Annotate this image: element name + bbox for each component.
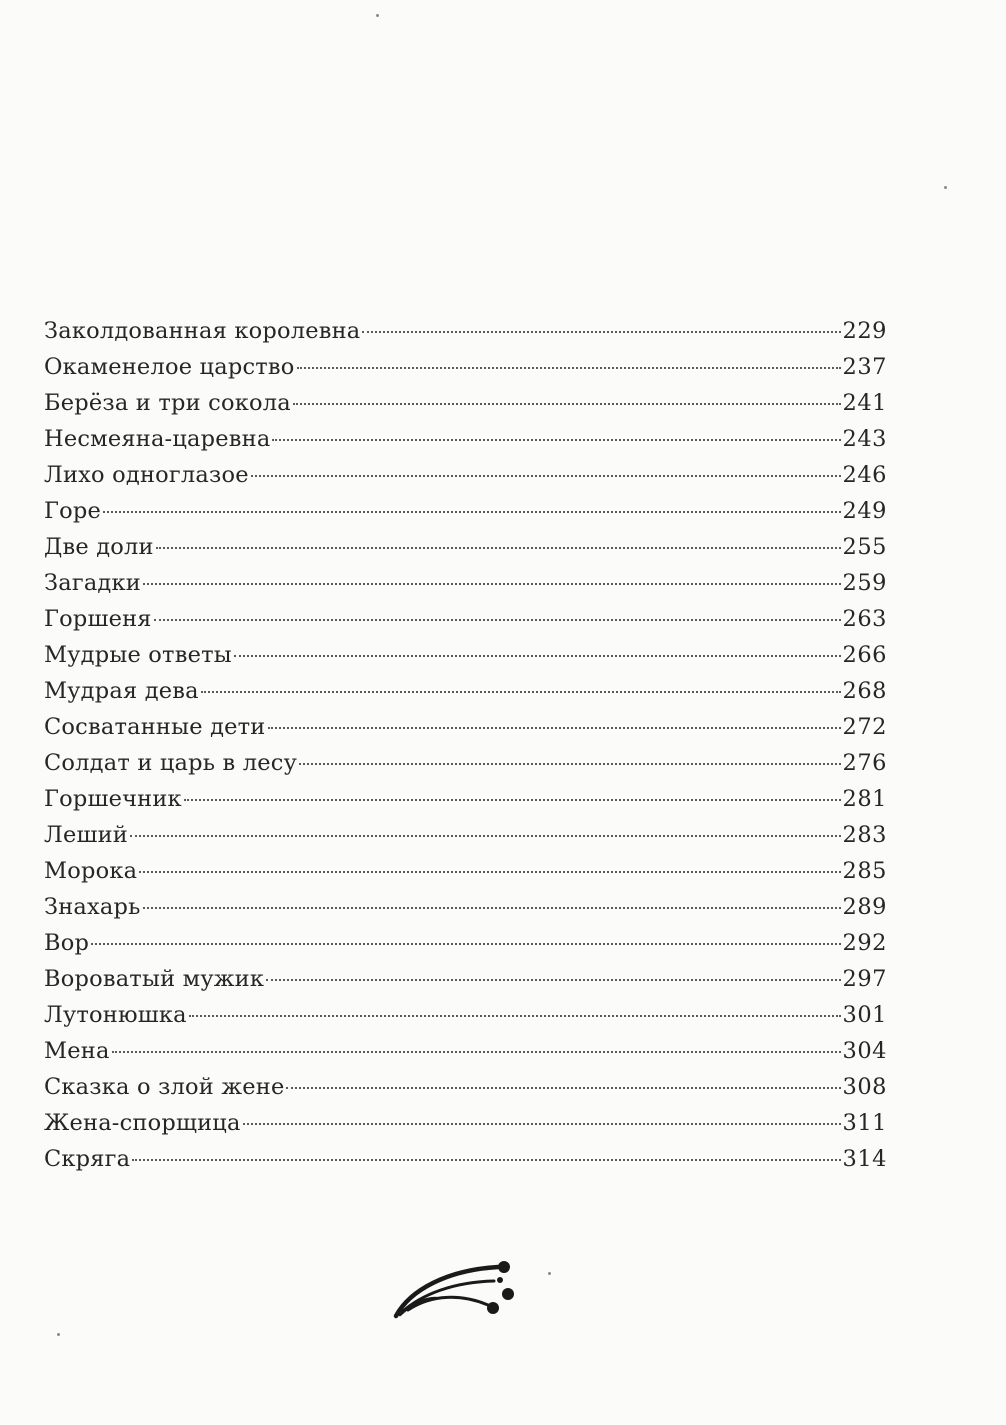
toc-entry-page-number: 301 — [842, 1002, 887, 1028]
toc-entry-page-number: 259 — [842, 570, 887, 596]
toc-dot-leader — [251, 475, 841, 477]
toc-dot-leader — [297, 367, 841, 369]
toc-entry-page-number: 292 — [842, 930, 887, 956]
toc-entry — [44, 925, 887, 961]
toc-entry — [44, 1069, 887, 1105]
toc-entry-title: Несмеяна-царевна — [44, 426, 271, 452]
toc-entry — [44, 457, 887, 493]
toc-entry — [44, 1105, 887, 1141]
toc-dot-leader — [130, 835, 841, 837]
toc-entry-title: Две доли — [44, 534, 154, 560]
toc-dot-leader — [103, 511, 841, 513]
toc-entry — [44, 817, 887, 853]
toc-entry — [44, 745, 887, 781]
toc-entry-title: Сказка о злой жене — [44, 1074, 285, 1100]
toc-entry — [44, 853, 887, 889]
table-of-contents — [44, 313, 887, 1177]
toc-entry-title: Мудрые ответы — [44, 642, 232, 668]
toc-entry — [44, 997, 887, 1033]
toc-entry-page-number: 297 — [842, 966, 887, 992]
toc-entry-page-number: 311 — [842, 1110, 887, 1136]
toc-entry — [44, 709, 887, 745]
toc-entry — [44, 529, 887, 565]
toc-entry-page-number: 283 — [842, 822, 887, 848]
toc-dot-leader — [156, 547, 841, 549]
toc-entry-page-number: 263 — [842, 606, 887, 632]
toc-entry — [44, 421, 887, 457]
toc-dot-leader — [189, 1015, 841, 1017]
toc-dot-leader — [154, 619, 841, 621]
toc-entry-title: Знахарь — [44, 894, 141, 920]
toc-entry-title: Жена-спорщица — [44, 1110, 241, 1136]
toc-entry-page-number: 229 — [842, 318, 887, 344]
toc-entry-page-number: 272 — [842, 714, 887, 740]
toc-entry-title: Горшечник — [44, 786, 182, 812]
toc-entry — [44, 889, 887, 925]
toc-entry-title: Вор — [44, 930, 90, 956]
toc-dot-leader — [143, 907, 841, 909]
toc-entry — [44, 493, 887, 529]
toc-entry-title: Берёза и три сокола — [44, 390, 291, 416]
toc-dot-leader — [362, 331, 840, 333]
toc-entry-title: Леший — [44, 822, 129, 848]
toc-entry-page-number: 276 — [842, 750, 887, 776]
toc-dot-leader — [91, 943, 840, 945]
toc-dot-leader — [201, 691, 841, 693]
toc-entry-page-number: 241 — [842, 390, 887, 416]
paper-speck — [376, 14, 379, 17]
toc-entry-page-number: 285 — [842, 858, 887, 884]
toc-entry-title: Мена — [44, 1038, 110, 1064]
toc-entry-title: Вороватый мужик — [44, 966, 265, 992]
toc-entry-page-number: 266 — [842, 642, 887, 668]
paper-speck — [944, 186, 947, 189]
toc-dot-leader — [293, 403, 841, 405]
toc-entry-title: Горшеня — [44, 606, 152, 632]
toc-entry-page-number: 281 — [842, 786, 887, 812]
toc-entry — [44, 313, 887, 349]
toc-dot-leader — [299, 763, 841, 765]
toc-entry — [44, 385, 887, 421]
toc-entry-page-number: 246 — [842, 462, 887, 488]
toc-entry — [44, 349, 887, 385]
toc-dot-leader — [268, 727, 841, 729]
toc-entry-title: Лихо одноглазое — [44, 462, 249, 488]
toc-dot-leader — [184, 799, 841, 801]
toc-entry — [44, 673, 887, 709]
toc-entry-page-number: 304 — [842, 1038, 887, 1064]
paper-speck — [548, 1272, 551, 1275]
toc-entry-title: Загадки — [44, 570, 141, 596]
toc-entry-page-number: 237 — [842, 354, 887, 380]
toc-dot-leader — [286, 1087, 840, 1089]
toc-entry-title: Окаменелое царство — [44, 354, 295, 380]
paper-speck — [57, 1333, 60, 1336]
floral-sprig-icon — [392, 1258, 522, 1320]
toc-entry-page-number: 243 — [842, 426, 887, 452]
toc-entry-title: Мудрая дева — [44, 678, 199, 704]
toc-entry — [44, 601, 887, 637]
toc-entry-title: Заколдованная королевна — [44, 318, 361, 344]
toc-entry-title: Скряга — [44, 1146, 131, 1172]
toc-entry-page-number: 289 — [842, 894, 887, 920]
toc-dot-leader — [234, 655, 841, 657]
toc-entry-title: Морока — [44, 858, 138, 884]
toc-entry — [44, 781, 887, 817]
toc-entry-title: Горе — [44, 498, 101, 524]
toc-entry — [44, 565, 887, 601]
toc-dot-leader — [112, 1051, 841, 1053]
toc-entry-title: Солдат и царь в лесу — [44, 750, 298, 776]
toc-entry-title: Лутонюшка — [44, 1002, 187, 1028]
toc-entry-page-number: 308 — [842, 1074, 887, 1100]
toc-dot-leader — [243, 1123, 841, 1125]
toc-entry-page-number: 314 — [842, 1146, 887, 1172]
toc-entry-page-number: 255 — [842, 534, 887, 560]
toc-dot-leader — [132, 1159, 840, 1161]
toc-entry-title: Сосватанные дети — [44, 714, 266, 740]
toc-dot-leader — [266, 979, 840, 981]
toc-dot-leader — [143, 583, 841, 585]
toc-dot-leader — [272, 439, 840, 441]
toc-dot-leader — [139, 871, 840, 873]
toc-entry-page-number: 249 — [842, 498, 887, 524]
toc-entry — [44, 637, 887, 673]
toc-entry — [44, 1033, 887, 1069]
toc-entry — [44, 1141, 887, 1177]
toc-entry — [44, 961, 887, 997]
toc-entry-page-number: 268 — [842, 678, 887, 704]
